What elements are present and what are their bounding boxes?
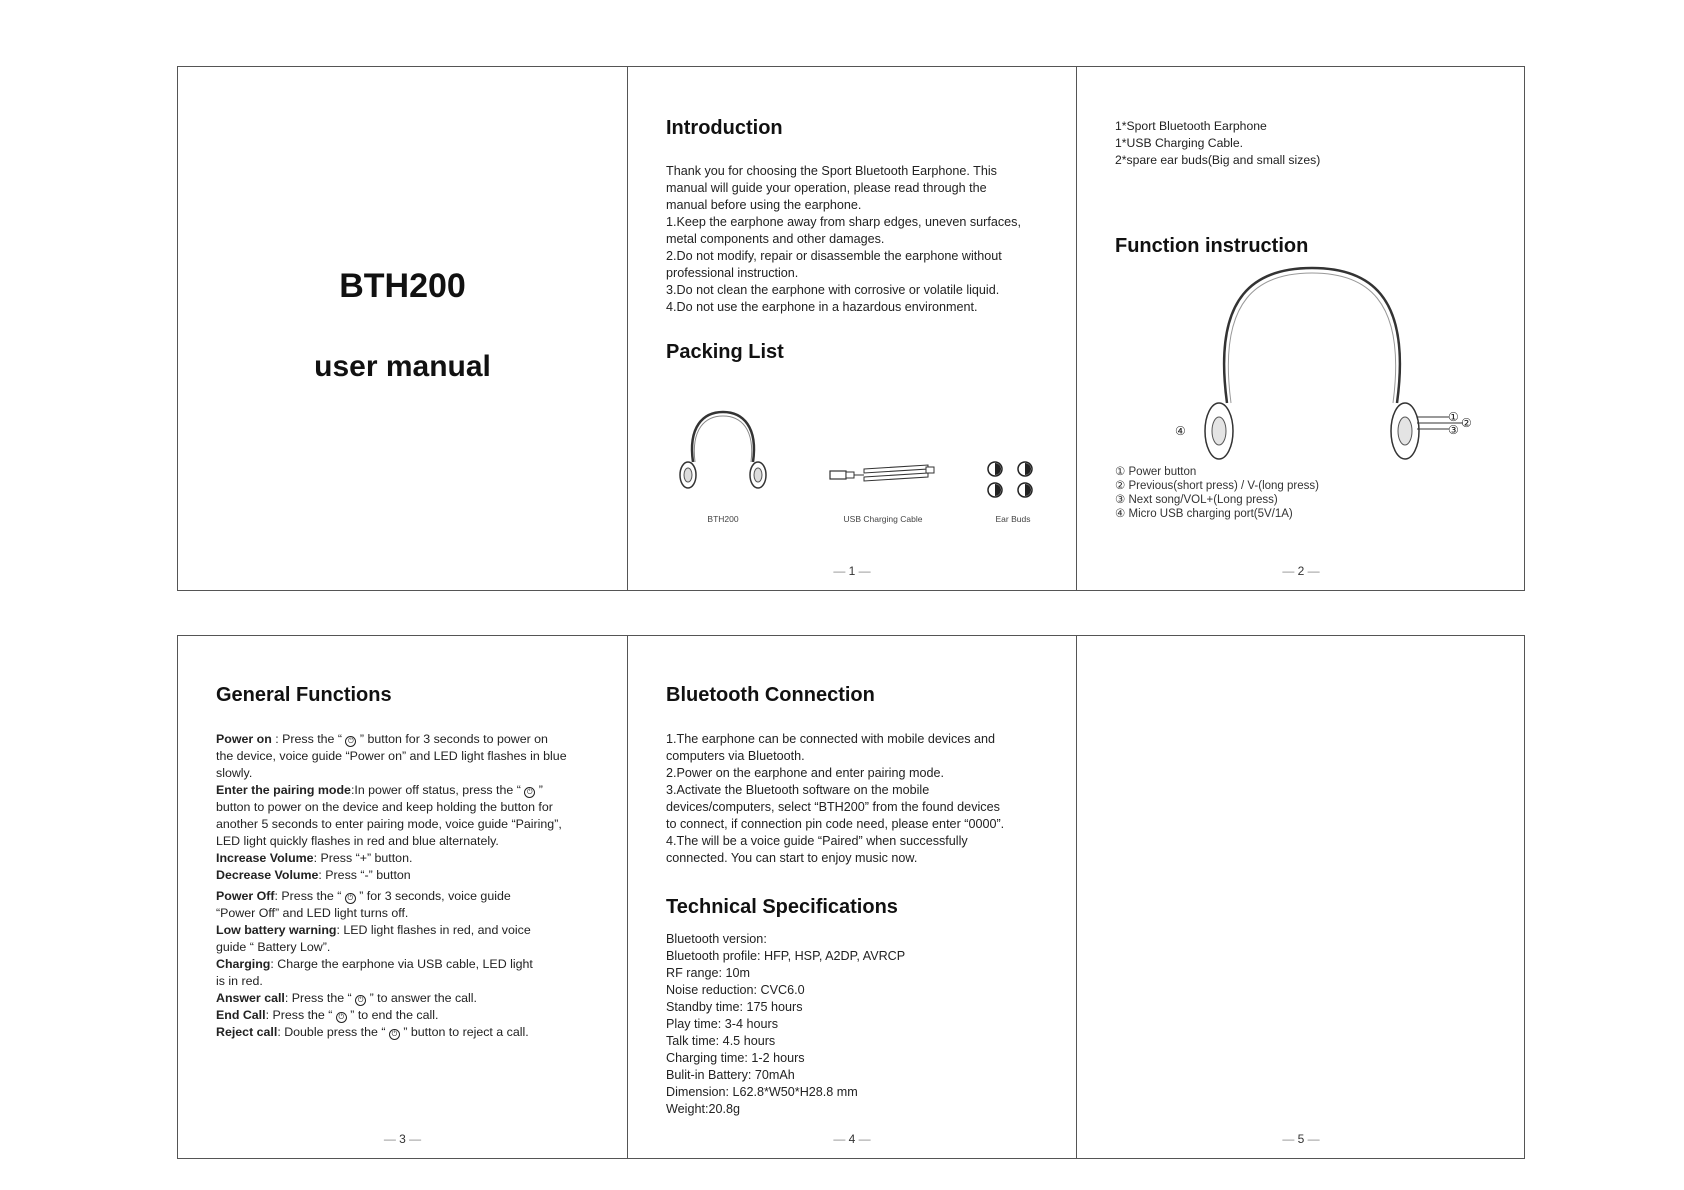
page-2-panel bbox=[1076, 67, 1525, 590]
cover-panel bbox=[178, 67, 627, 590]
page-1-panel bbox=[627, 67, 1076, 590]
sheet-top bbox=[177, 66, 1525, 591]
earphone-caption: BTH200 bbox=[707, 514, 739, 524]
legend-item-power: ① Power button bbox=[1115, 466, 1197, 478]
packing-item: 2*spare ear buds(Big and small sizes) bbox=[1115, 153, 1321, 167]
page-number: — 2 — bbox=[1077, 564, 1525, 578]
packing-item: 1*USB Charging Cable. bbox=[1115, 136, 1244, 150]
general-functions-heading: General Functions bbox=[216, 684, 392, 706]
page-number: — 3 — bbox=[178, 1132, 627, 1146]
intro-line: professional instruction. bbox=[666, 266, 799, 280]
intro-line: manual before using the earphone. bbox=[666, 198, 862, 212]
earphone-illustration bbox=[673, 407, 773, 492]
decrease-volume-label: Decrease Volume bbox=[216, 868, 319, 882]
low-battery-label: Low battery warning bbox=[216, 923, 337, 937]
callout-2: ② bbox=[1461, 416, 1472, 430]
legend-item-next: ③ Next song/VOL+(Long press) bbox=[1115, 494, 1278, 506]
end-call-label: End Call bbox=[216, 1008, 266, 1022]
introduction-text bbox=[666, 163, 1021, 316]
power-icon: ⏻ bbox=[345, 893, 356, 904]
power-icon: ⏻ bbox=[389, 1029, 400, 1040]
technical-specifications-list: Bluetooth version: Bluetooth profile: HFP, HSP, A2DP, AVRCP RF range: 10m Noise reduction: CVC6.0 Standby time: 175 hours Play time: 3-4 hours Talk time: 4.5 hours Charging time: 1-2 hours Bulit-in Battery: 70mAh Dimension: L62.8*W50*H28.8 mm Weight:20.8g bbox=[666, 932, 906, 1116]
cable-caption: USB Charging Cable bbox=[843, 514, 923, 524]
technical-specifications-heading: Technical Specifications bbox=[666, 896, 898, 918]
bluetooth-connection-text: 1.The earphone can be connected with mobile devices and computers via Bluetooth. 2.Power on the earphone and enter pairing mode. 3.Activate the Bluetooth software on the mobile devices/computers, select “BTH200” from the found devices to connect, if connection pin code need, please enter “0000”. 4.The will be a voice guide “Paired” when successfully connected. You can start to enjoy music now. bbox=[666, 732, 1005, 865]
answer-call-label: Answer call bbox=[216, 991, 285, 1005]
sheet-bottom bbox=[177, 635, 1525, 1159]
ear-buds-illustration bbox=[985, 460, 1040, 500]
page-number: — 5 — bbox=[1077, 1132, 1525, 1146]
callout-4: ④ bbox=[1175, 424, 1186, 438]
intro-line: 2.Do not modify, repair or disassemble the earphone without bbox=[666, 249, 1002, 263]
intro-line: 1.Keep the earphone away from sharp edges, uneven surfaces, bbox=[666, 215, 1021, 229]
bluetooth-connection-heading: Bluetooth Connection bbox=[666, 684, 875, 706]
power-icon: ⏻ bbox=[524, 787, 535, 798]
function-legend bbox=[1115, 465, 1319, 521]
pairing-label: Enter the pairing mode bbox=[216, 783, 351, 797]
reject-call-label: Reject call bbox=[216, 1025, 278, 1039]
intro-line: 4.Do not use the earphone in a hazardous environment. bbox=[666, 300, 978, 314]
usb-cable-illustration bbox=[828, 459, 938, 489]
power-off-label: Power Off bbox=[216, 889, 275, 903]
ear-buds-caption: Ear Buds bbox=[995, 514, 1031, 524]
page-3-panel bbox=[178, 636, 627, 1158]
increase-volume-label: Increase Volume bbox=[216, 851, 314, 865]
charging-label: Charging bbox=[216, 957, 271, 971]
packing-item: 1*Sport Bluetooth Earphone bbox=[1115, 119, 1267, 133]
power-icon: ⏻ bbox=[355, 995, 366, 1006]
callout-3: ③ bbox=[1448, 423, 1459, 437]
power-icon: ⏻ bbox=[336, 1012, 347, 1023]
power-on-label: Power on bbox=[216, 732, 272, 746]
power-icon: ⏻ bbox=[345, 736, 356, 747]
function-instruction-heading: Function instruction bbox=[1115, 235, 1309, 257]
legend-item-usb: ④ Micro USB charging port(5V/1A) bbox=[1115, 508, 1293, 520]
intro-line: 3.Do not clean the earphone with corrosive or volatile liquid. bbox=[666, 283, 1000, 297]
cover-subtitle: user manual bbox=[314, 350, 491, 383]
page-5-panel bbox=[1076, 636, 1525, 1158]
packing-list-items bbox=[1115, 118, 1320, 169]
page-number: — 4 — bbox=[628, 1132, 1076, 1146]
intro-line: manual will guide your operation, please read through the bbox=[666, 181, 987, 195]
legend-item-previous: ② Previous(short press) / V-(long press) bbox=[1115, 480, 1319, 492]
callout-1: ① bbox=[1448, 410, 1459, 424]
intro-line: Thank you for choosing the Sport Bluetooth Earphone. This bbox=[666, 164, 997, 178]
cover-model-title: BTH200 bbox=[339, 267, 466, 305]
packing-list-heading: Packing List bbox=[666, 341, 784, 363]
general-functions-text: Power on : Press the “ ⏻ ” button for 3 seconds to power on the device, voice guide “Power on” and LED light flashes in blue slowly. Enter the pairing mode:In power off status, press the “ ⏻ ” button to power on the device and keep holding the button for another 5 seconds to enter pairing mode, voice guide “Pairing”, LED light quickly flashes in red and blue alternately. Increase Volume: Press “+” button. Decrease Volume: Press “-” button Power Off: Press the “ ⏻ ” for 3 seconds, voice guide “Power Off” and LED light turns off. Low battery warning: LED light flashes in red, and voice guide “ Battery Low”. Charging: Charge the earphone via USB cable, LED light is in red. Answer call: Press the “ ⏻ ” to answer the call. End Call: Press the “ ⏻ ” to end the call. Reject call: Double press the “ ⏻ ” button to reject a call. bbox=[216, 732, 567, 1039]
page-4-panel bbox=[627, 636, 1076, 1158]
intro-line: metal components and other damages. bbox=[666, 232, 885, 246]
page-number: — 1 — bbox=[628, 564, 1076, 578]
introduction-heading: Introduction bbox=[666, 117, 783, 139]
